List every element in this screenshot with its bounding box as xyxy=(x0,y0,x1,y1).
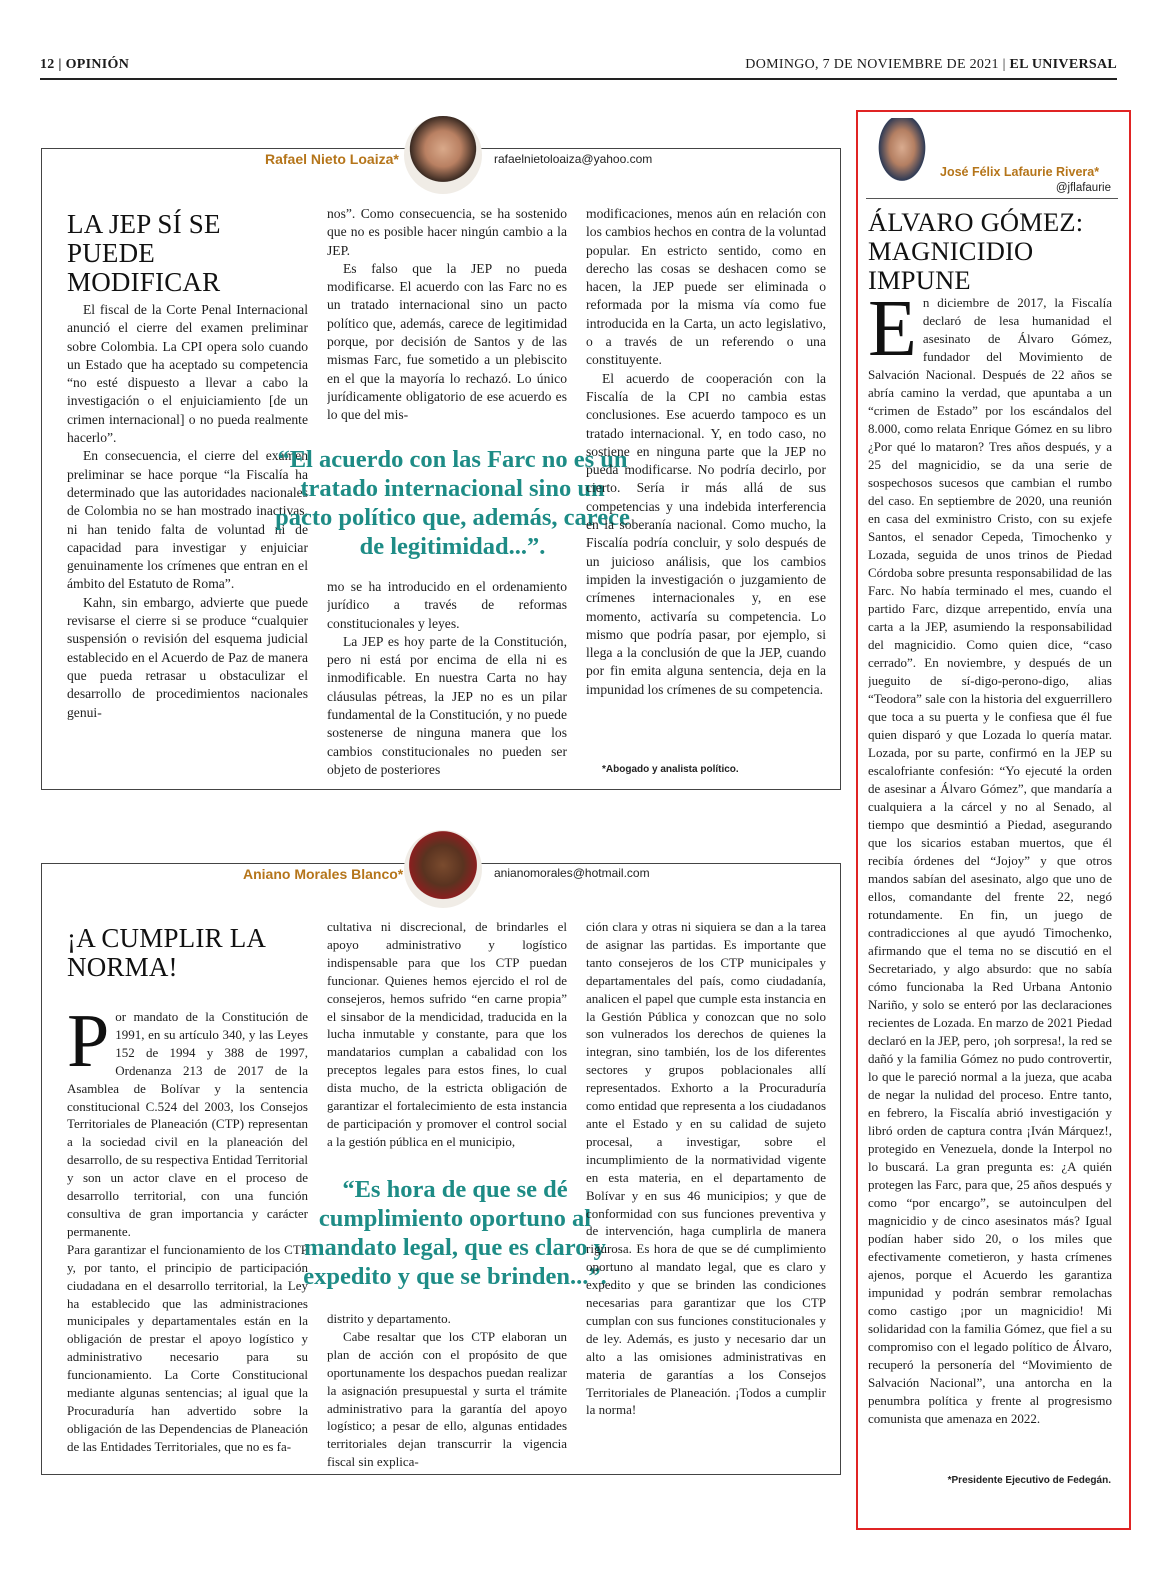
paragraph: El acuerdo de cooperación con la Fiscalía de la CPI no cambia estas conclusiones. Ese acuerdo tampoco es un tratado internacional. Y, en todo caso, no sostiene en ninguna parte que la JEP no pueda modificarse. No podría decirlo, por cierto. Sería ir más allá de sus competencias y una indebida interferencia en la soberanía nacional. Como mucho, la Fiscalía podría concluir, y solo después de un juicioso análisis, que los cambios impiden la investigación o juzgamiento de crímenes internacionales y, en ese momento, activaría su competencia. Lo mismo que podría pasar, por ejemplo, si llega a la conclusión de que la JEP, cuando por fin emita alguna sentencia, deja en la impunidad los crímenes de su competencia. xyxy=(586,370,826,697)
paragraph: modificaciones, menos aún en relación con los cambios hechos en contra de la voluntad popular. En estricto sentido, como en derecho las cosas se deshacen como se hacen, la JEP puede ser eliminada o reformada por la misma vía como fue introducida en la Carta, un acto legislativo, o a través de un referendo o una constituyente. xyxy=(586,206,826,368)
author-photo xyxy=(404,830,482,908)
masthead-separator: | xyxy=(58,57,66,72)
article-rule xyxy=(866,198,1118,199)
author-email: anianomorales@hotmail.com xyxy=(494,866,650,880)
headline: ÁLVARO GÓMEZ: MAGNICIDIO IMPUNE xyxy=(868,207,1084,295)
paragraph: Es falso que la JEP no pueda modificarse. El acuerdo con las Farc no es un tratado internacional sino un pacto político que, además, carece de legitimidad porque, por decisión de Santos y de las mismas Farc, fue sometido a un plebiscito en el que la mayoría lo rechazó. Lo único jurídicamente obligatorio de ese acuerdo es lo que del mis- xyxy=(327,260,567,423)
paragraph: nos”. Como consecuencia, se ha sostenido que no es posible hacer ningún cambio a la JEP. xyxy=(327,206,567,258)
author-signature: *Presidente Ejecutivo de Fedegán. xyxy=(947,1475,1111,1486)
section-name: OPINIÓN xyxy=(65,57,130,72)
issue-date: DOMINGO, 7 DE NOVIEMBRE DE 2021 xyxy=(745,57,999,72)
paragraph: Cabe resaltar que los CTP elaboran un plan de acción con el propósito de que oportunamente los despachos puedan realizar la asignación presupuestal y surta el trámite administrativo para la garantía del apoyo logístico; a pesar de ello, algunas entidades territoriales dejan transcurrir la vigencia fiscal sin explica- xyxy=(327,1328,567,1470)
masthead-rule xyxy=(40,78,1117,80)
author-signature: *Abogado y analista político. xyxy=(602,764,739,775)
pull-quote: “Es hora de que se dé cumplimiento oportuno al mandato legal, que es claro y expedito y que se brinden...”. xyxy=(303,1176,607,1290)
paragraph: distrito y departamento. xyxy=(327,1311,451,1326)
paragraph: Para garantizar el funcionamiento de los CTP y, por tanto, el principio de participación ciudadana en el desarrollo territorial, la Ley ha establecido que las administraciones municipales y departamentales están en la obligación de prestar el apoyo logístico y administrativo necesario para su funcionamiento. La Corte Constitucional mediante algunas sentencias; al igual que la Procuraduría han advertido sobre la obligación de las Dependencias de Planeación de las Entidades Territoriales, que no es fa- xyxy=(67,1241,308,1454)
article-column-3 xyxy=(586,918,826,1470)
paragraph: Kahn, sin embargo, advierte que puede revisarse el cierre si se produce “cualquier suspensión o revisión del esquema judicial establecido en el Acuerdo de Paz de manera que pueda retrasar u obstaculizar el desarrollo de procedimientos nacionales genui- xyxy=(67,594,308,720)
newspaper-name: EL UNIVERSAL xyxy=(1009,57,1117,72)
headline: ¡A CUMPLIR LA NORMA! xyxy=(67,923,265,982)
article-column-1 xyxy=(67,1008,308,1468)
pull-quote: “El acuerdo con las Farc no es un tratado internacional sino un pacto político que, además, carece de legitimidad...”. xyxy=(275,446,630,560)
article-column-2-top xyxy=(327,918,567,1153)
page-masthead-left xyxy=(40,57,129,73)
article-column-3 xyxy=(586,205,826,760)
author-name: Aniano Morales Blanco* xyxy=(243,866,404,882)
paragraph: mo se ha introducido en el ordenamiento jurídico a través de reformas constitucionales y leyes. xyxy=(327,579,567,631)
page-masthead-right xyxy=(745,57,1117,73)
article-column-2-bottom xyxy=(327,1310,567,1470)
paragraph: or mandato de la Constitución de 1991, en su artículo 340, y las Leyes 152 de 1994 y 388 de 1997, Ordenanza 213 de 2017 de la Asamblea de Bolívar y la sentencia constitucional C.524 del 2003, los Consejos Territoriales de Planeación (CTP) representan a la sociedad civil en la planeación del desarrollo, de su respectiva Entidad Territorial y son un actor clave en el proceso de desarrollo territorial, con una función consultiva de gran importancia y carácter permanente. xyxy=(67,1009,308,1239)
masthead-separator: | xyxy=(1002,57,1010,72)
author-name: José Félix Lafaurie Rivera* xyxy=(940,165,1100,179)
author-photo xyxy=(868,118,936,196)
paragraph: cultativa ni discrecional, de brindarles el apoyo administrativo y logístico indispensable para que los CTP puedan funcionar. Quienes hemos ejercido el rol de consejeros, hemos sufrido “en carne propia” el sinsabor de la mendicidad, traducida en la lucha inmutable y constante, para que los mandatarios cumplan a cabalidad con los preceptos legales para estos fines, lo cual dista mucho, de la estricta obligación de garantizar el fortalecimiento de esta instancia de participación y promover el control social a la gestión pública en el municipio, xyxy=(327,919,567,1149)
article-column-2-bottom xyxy=(327,578,567,778)
article-body xyxy=(868,294,1112,1470)
paragraph: El fiscal de la Corte Penal Internacional anunció el cierre del examen preliminar sobre Colombia. La CPI opera solo cuando un Estado que ha aceptado su competencia “no esté dispuesto a llevar a cabo la investigación o el enjuiciamiento [de un crimen internacional] o no pueda realmente hacerlo”. xyxy=(67,302,308,446)
author-email: rafaelnietoloaiza@yahoo.com xyxy=(494,152,653,166)
paragraph: ción clara y otras ni siquiera se dan a la tarea de asignar las partidas. Es importante que tanto consejeros de los CTP municipales y departamentales del país, como ciudadanía, analicen el papel que cumple esta instancia en la Gestión Pública y conozcan que no solo son vulnerados los derechos de quienes la integran, sino también, los de los diferentes sectores y grupos poblacionales allí representados. Exhorto a la Procuraduría como entidad que representa a los ciudadanos ante el Estado y en su calidad de sujeto procesal, a investigar, sobre el incumplimiento de la normatividad vigente en esta materia, en el departamento de Bolívar y en sus 46 municipios; y que de conformidad con sus funciones preventiva y de intervención, haga cumplirla de manera rigurosa. Es hora de que se dé cumplimiento oportuno al mandato legal, que es claro y expedito y que se brinden las condiciones necesarias para garantizar que los CTP cumplan con sus funciones constitucionales y de ley. Además, es justo y necesario dar un alto a las omisiones administrativas en materia de garantías a los Consejos Territoriales de Planeación. ¡Todos a cumplir la norma! xyxy=(586,919,826,1418)
page-number: 12 xyxy=(40,57,55,72)
article-column-2-top xyxy=(327,205,567,450)
author-photo xyxy=(404,116,482,194)
paragraph: La JEP es hoy parte de la Constitución, pero ni está por encima de ella ni es inmodificable. En nuestra Carta no hay cláusulas pétreas, la JEP no es un pilar fundamental de la Constitución, y no puede sostenerse de ninguna manera que los cambios constitucionales no pueden ser objeto de posteriores xyxy=(327,633,567,777)
drop-cap: E xyxy=(868,294,917,373)
paragraph: En consecuencia, el cierre del examen preliminar se hace porque “la Fiscalía ha determinado que las autoridades nacionales de Colombia no se han mostrado inactivas, ni han tenido falta de voluntad ni de capacidad para investigar y enjuiciar genuinamente los crímenes que entran en el ámbito del Estatuto de Roma”. xyxy=(67,448,308,592)
drop-cap: P xyxy=(67,1008,110,1083)
headline: LA JEP SÍ SE PUEDE MODIFICAR xyxy=(67,209,221,297)
paragraph: n diciembre de 2017, la Fiscalía declaró de lesa humanidad el asesinato de Álvaro Gómez, fundador del Movimiento de Salvación Nacional. Después de 22 años se abría camino la verdad, que apuntaba a un “crimen de Estado” por los escándalos del 8.000, como relata Enrique Gómez en su libro ¿Por qué lo mataron? Tres años después, y a 25 del magnicidio, se da una serie de sospechosos sucesos que cambian el rumbo del caso. En septiembre de 2020, una reunión en casa del exministro Cristo, con su exjefe Santos, el senador Cepeda, Timochenko y Lozada, seguida de unos trinos de Piedad Córdoba sobre presunta responsabilidad de las Farc. No había terminado el mes, cuando el partido Farc, dizque arrepentido, envía una carta a la JEP, asumiendo la responsabilidad del magnicidio. Como quien dice, “caso cerrado”. En noviembre, y después de un jueguito de sí-digo-perono-digo, alias “Teodora” sale con la historia del exguerrillero que toca a su puerta y le confiesa que él fue quien disparó y que Lozada lo quería matar. Lozada, por su parte, confirmó en la JEP su escalofriante confesión: “Yo ejecuté la orden de asesinar a Álvaro Gómez”, que mandaría a cualquiera a la cárcel y no al Senado, al tiempo que desmintió a Piedad, asegurando que los sicarios estaban muertos, que él recibía órdenes del “Jojoy” y que otros mandos sabían del asesinato, algo que uno de ellos, comandante del frente 22, negó rotundamente. En fin, un juego de contradicciones al que ayudó Timochenko, afirmando que el tema no se discutió en el Secretariado, y algo absurdo: que no sabía cómo funcionaba la Red Urbana Antonio Nariño, y solo se enteró por las declaraciones recientes de Lozada. En marzo de 2021 Piedad declaró en la JEP, pero, ¡oh sorpresa!, la red se dañó y la familia Gómez no pudo controvertir, lo que le pareció normal a la jueza, que acaba de negar la nulidad del proceso. Entre tanto, en febrero, la Fiscalía abrió investigación y libró orden de captura contra ¡Iván Márquez!, protegido en Venezuela, donde la Interpol no lo buscará. La gran pregunta es: ¿A quién protegen las Farc, para que, 25 años después y como “por encargo”, se autoinculpen del magnicidio y de cinco asesinatos más? Igual podían haber sido 20, o los miles que efectivamente cometieron, y hasta crímenes ajenos, porque el Acuerdo les garantiza impunidad y podrán sembrar remolachas como castigo ¡por un magnicidio! Mi solidaridad con la familia Gómez, que fiel a su compromiso con el legado político de Álvaro, recuperó la personería del “Movimiento de Salvación Nacional”, una antorcha en la penumbra política y frente al progresismo comunista que amenaza en 2022. xyxy=(868,295,1112,1426)
author-handle: @jflafaurie xyxy=(1055,182,1111,194)
author-name: Rafael Nieto Loaiza* xyxy=(265,151,399,167)
